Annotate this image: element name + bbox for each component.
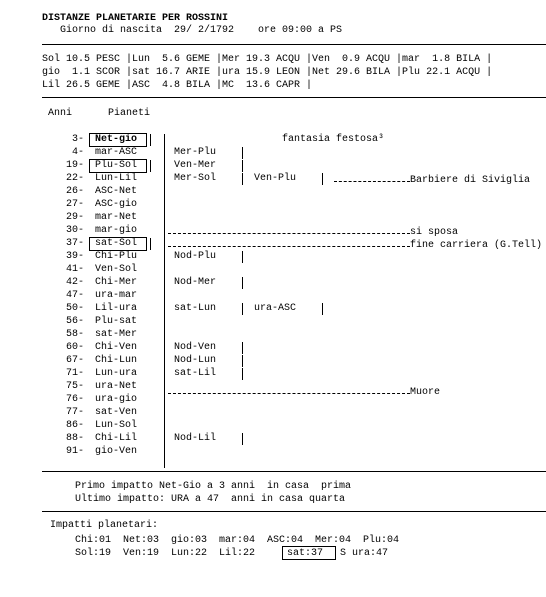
divider-top (42, 44, 546, 45)
connector-sposa (168, 233, 410, 234)
impatti-line-2b: S ura:47 (340, 548, 389, 559)
row-col2: Mer-Plu (174, 147, 217, 158)
positions-line-2: gio 1.1 SCOR |sat 16.7 ARIE |ura 15.9 LEON |Net 29.6 BILA |Plu 22.1 ACQU | (42, 67, 493, 78)
row-col2-sep (242, 173, 243, 185)
row-dash: - (78, 433, 85, 444)
row-col2: Nod-Lil (174, 433, 217, 444)
row-dash: - (78, 394, 85, 405)
row-pair: Chi-Lun (95, 355, 138, 366)
impatti-heading: Impatti planetari: (50, 520, 159, 531)
impatti-line-1: Chi:01 Net:03 gio:03 mar:04 ASC:04 Mer:04 Plu:04 (75, 535, 400, 546)
row-dash: - (78, 264, 85, 275)
row-pair: Lil-ura (95, 303, 138, 314)
row-col2-sep (242, 433, 243, 445)
row-pair: ASC-gio (95, 199, 138, 210)
primo-impatto: Primo impatto Net-Gio a 3 anni in casa prima (75, 481, 352, 492)
annotation-muore: Muore (410, 387, 441, 398)
row-pair: ASC-Net (95, 186, 138, 197)
row-pair: sat-Sol (95, 238, 138, 249)
divider-summary (42, 511, 546, 512)
row-dash: - (78, 342, 85, 353)
annotation-barbiere: Barbiere di Siviglia (410, 175, 531, 186)
row-anni: 50 (65, 303, 78, 314)
row-col2-sep (242, 147, 243, 159)
row-anni: 30 (65, 225, 78, 236)
row-pair: Chi-Mer (95, 277, 138, 288)
row-dash: - (78, 420, 85, 431)
row-box-tick (150, 160, 151, 172)
impatti-line-2-box: sat:37 (287, 548, 324, 559)
row-col2: sat-Lil (174, 368, 217, 379)
row-col2-sep (242, 303, 243, 315)
row-pair: mar-Net (95, 212, 138, 223)
impatti-line-2a: Sol:19 Ven:19 Lun:22 Lil:22 (75, 548, 256, 559)
row-dash: - (78, 238, 85, 249)
row-col2-sep (242, 160, 243, 172)
col-header-anni: Anni (48, 108, 73, 119)
row-anni: 26 (65, 186, 78, 197)
row-col3: ura-ASC (254, 303, 297, 314)
row-anni: 91 (65, 446, 78, 457)
row-pair: ura-mar (95, 290, 138, 301)
column-separator (164, 134, 165, 468)
row-pair: mar-gio (95, 225, 138, 236)
positions-line-1: Sol 10.5 PESC |Lun 5.6 GEME |Mer 19.3 ACQU |Ven 0.9 ACQU |mar 1.8 BILA | (42, 54, 493, 65)
col-header-pianeti: Pianeti (108, 108, 151, 119)
row-anni: 41 (65, 264, 78, 275)
row-anni: 71 (65, 368, 78, 379)
row-col2: Ven-Mer (174, 160, 217, 171)
row-anni: 22 (65, 173, 78, 184)
row-col2: sat-Lun (174, 303, 217, 314)
row-dash: - (78, 199, 85, 210)
row-anni: 29 (65, 212, 78, 223)
row-col2-sep (242, 251, 243, 263)
row-anni: 88 (65, 433, 78, 444)
row-dash: - (78, 446, 85, 457)
row-box-tick (150, 134, 151, 146)
row-anni: 76 (65, 394, 78, 405)
connector-barbiere (334, 181, 410, 182)
row-anni: 77 (65, 407, 78, 418)
row-anni: 56 (65, 316, 78, 327)
row-dash: - (78, 134, 85, 145)
row-dash: - (78, 173, 85, 184)
row-dash: - (78, 381, 85, 392)
row-col2: Nod-Plu (174, 251, 217, 262)
row-dash: - (78, 212, 85, 223)
row-pair: ura-gio (95, 394, 138, 405)
row-dash: - (78, 225, 85, 236)
row-anni: 39 (65, 251, 78, 262)
row-anni: 4 (71, 147, 78, 158)
report-title: DISTANZE PLANETARIE PER ROSSINI (42, 13, 229, 24)
row-pair: Ven-Sol (95, 264, 138, 275)
row-anni: 75 (65, 381, 78, 392)
row-pair: Net-gio (95, 134, 138, 145)
row-box-tick (150, 238, 151, 250)
row-dash: - (78, 303, 85, 314)
row-pair: Plu-Sol (95, 160, 138, 171)
row-dash: - (78, 186, 85, 197)
row-anni: 3 (71, 134, 78, 145)
row-col2-sep (242, 342, 243, 354)
connector-muore (168, 393, 410, 394)
row-col3-sep (322, 173, 323, 185)
annotation-fantasia: fantasia festosa³ (282, 134, 385, 145)
row-pair: ura-Net (95, 381, 138, 392)
row-dash: - (78, 251, 85, 262)
row-pair: Chi-Ven (95, 342, 138, 353)
row-pair: Lun-Sol (95, 420, 138, 431)
divider-bottom (42, 471, 546, 472)
row-dash: - (78, 316, 85, 327)
row-anni: 37 (65, 238, 78, 249)
row-anni: 86 (65, 420, 78, 431)
row-pair: Chi-Plu (95, 251, 138, 262)
row-pair: sat-Ven (95, 407, 138, 418)
annotation-sposa: si sposa (410, 227, 459, 238)
row-dash: - (78, 368, 85, 379)
row-col3: Ven-Plu (254, 173, 297, 184)
row-pair: Plu-sat (95, 316, 138, 327)
birth-info: Giorno di nascita 29/ 2/1792 ore 09:00 a PS (60, 25, 343, 36)
row-pair: Chi-Lil (95, 433, 138, 444)
connector-carriera (168, 246, 410, 247)
row-dash: - (78, 355, 85, 366)
row-dash: - (78, 407, 85, 418)
row-col2: Mer-Sol (174, 173, 217, 184)
row-anni: 27 (65, 199, 78, 210)
row-col3-sep (322, 303, 323, 315)
row-col2-sep (242, 355, 243, 367)
row-pair: mar-ASC (95, 147, 138, 158)
row-dash: - (78, 277, 85, 288)
row-col2: Nod-Lun (174, 355, 217, 366)
row-pair: gio-Ven (95, 446, 138, 457)
row-anni: 60 (65, 342, 78, 353)
row-dash: - (78, 290, 85, 301)
row-pair: Lun-Lil (95, 173, 138, 184)
row-dash: - (78, 329, 85, 340)
row-anni: 19 (65, 160, 78, 171)
row-pair: sat-Mer (95, 329, 138, 340)
ultimo-impatto: Ultimo impatto: URA a 47 anni in casa quarta (75, 494, 346, 505)
row-anni: 42 (65, 277, 78, 288)
row-col2-sep (242, 368, 243, 380)
annotation-carriera: fine carriera (G.Tell) (410, 240, 543, 251)
positions-line-3: Lil 26.5 GEME |ASC 4.8 BILA |MC 13.6 CAPR | (42, 80, 313, 91)
row-col2-sep (242, 277, 243, 289)
row-anni: 47 (65, 290, 78, 301)
divider-positions (42, 97, 546, 98)
row-anni: 67 (65, 355, 78, 366)
row-anni: 58 (65, 329, 78, 340)
row-col2: Nod-Ven (174, 342, 217, 353)
row-pair: Lun-ura (95, 368, 138, 379)
row-dash: - (78, 160, 85, 171)
row-col2: Nod-Mer (174, 277, 217, 288)
row-dash: - (78, 147, 85, 158)
